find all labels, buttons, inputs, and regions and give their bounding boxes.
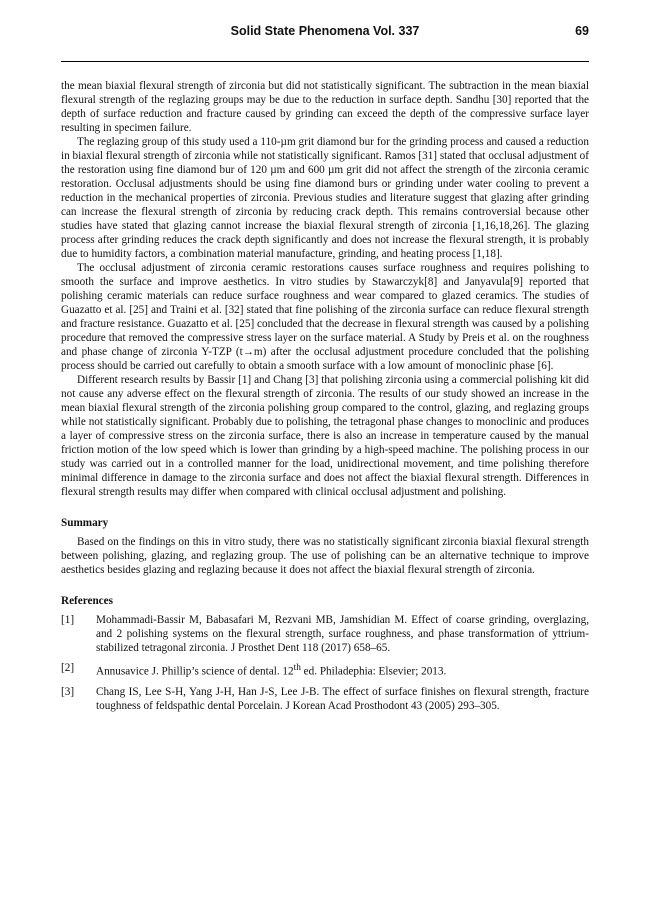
summary-heading: Summary xyxy=(61,517,109,529)
running-header xyxy=(61,24,589,42)
article-body xyxy=(61,79,589,719)
paragraph-continuation: the mean biaxial flexural strength of zirconia but did not statistically significant. The subtraction in the mean biaxial flexural strength of the reglazing groups may be due to the reduction in surface depth. Sandhu [30] reported that the depth of surface reduction and fracture caused by grinding can exceed the depth of the compressive surface layer resulting in specimen failure. xyxy=(61,80,589,134)
paragraph-reglazing: The reglazing group of this study used a 110-µm grit diamond bur for the grinding process and caused a reduction in biaxial flexural strength of zirconia while not statistically significant. Ramos [31] stated that occlusal adjustment of the restoration using fine diamond bur of 120 µm and 600 µm grit did not affect the strength of the zirconia ceramic restoration. Occlusal adjustments should be using fine diamond burs or grinding under water cooling to prevent a reduction in the mechanical properties of zirconia. Previous studies and literature suggest that glazing after grinding can increase the flexural strength of zirconia by reducing crack depth. This remains controversial because other studies have stated that glazing cannot increase the biaxial flexural strength of zirconia [1,16,18,26]. The glazing process after grinding reduces the crack depth significantly and does not increase the flexural strength, it is probably due to humidity factors, a combination material manufacture, grinding, and heating process [1,18]. xyxy=(61,136,589,260)
reference-list xyxy=(61,613,589,713)
reference-text-part: Annusavice J. Phillip’s science of dental. 12 xyxy=(96,665,294,678)
reference-item xyxy=(61,613,589,655)
page-number: 69 xyxy=(575,24,589,38)
reference-text: Mohammadi-Bassir M, Babasafari M, Rezvani MB, Jamshidian M. Effect of coarse grinding, overglazing, and 2 polishing systems on the flexural strength, surface roughness, and phase transformation of yttrium-stabilized tetragonal zirconia. J Prosthet Dent 118 (2017) 658–65. xyxy=(96,614,589,654)
reference-text-part: ed. Philadephia: Elsevier; 2013. xyxy=(300,665,447,678)
reference-number: [3] xyxy=(61,685,75,698)
reference-text xyxy=(96,661,589,679)
paragraph-occlusal-adjustment: The occlusal adjustment of zirconia ceramic restorations causes surface roughness and requires polishing to smooth the surface and improve aesthetics. In vitro studies by Stawarczyk[8] and Janyavula[9] reported that polishing ceramic materials can reduce surface roughness and wear compared to glazed ceramics. The studies of Guazatto et al. [25] and Traini et al. [32] stated that fine polishing of the zirconia surface can reduce flexural strength and fracture resistance. Guazatto et al. [25] concluded that the decrease in flexural strength was caused by a polishing procedure that removed the compressive stress layer on the surface material. A Study by Preis et al. on the roughness and phase change of zirconia Y-TZP (t→m) after the occlusal adjustment procedure concluded that the polishing process should be carried out carefully to obtain a smooth surface with a low amount of monoclinic phase [6]. xyxy=(61,262,589,372)
reference-number: [2] xyxy=(61,662,75,674)
reference-superscript: th xyxy=(293,663,301,673)
journal-title: Solid State Phenomena Vol. 337 xyxy=(230,24,420,38)
reference-item xyxy=(61,685,589,713)
reference-text: Chang IS, Lee S-H, Yang J-H, Han J-S, Lee J-B. The effect of surface finishes on flexural strength, fracture toughness of feldspathic dental Porcelain. J Korean Acad Prosthodont 43 (2005) 293–305. xyxy=(96,685,589,712)
reference-item xyxy=(61,661,589,679)
references-heading: References xyxy=(61,595,113,607)
summary-text: Based on the findings on this in vitro study, there was no statistically significant zirconia biaxial flexural strength between polishing, glazing, and reglazing group. The use of polishing can be an alternative technique to improve aesthetics besides glazing and reglazing because it does not affect the biaxial flexural strength of zirconia. xyxy=(61,536,589,576)
header-rule xyxy=(61,61,589,62)
reference-number: [1] xyxy=(61,614,75,626)
paragraph-polishing-results: Different research results by Bassir [1] and Chang [3] that polishing zirconia using a commercial polishing kit did not cause any adverse effect on the flexural strength of zirconia. The results of our study showed an increase in the mean biaxial flexural strength of the zirconia polishing group compared to the control, glazing, and reglazing groups while not statistically significant. Probably due to polishing, the tetragonal phase changes to monoclinic and produces a layer of compressive stress on the zirconia surface, there is also an increase in temperature caused by the manual friction motion of the low speed which is lower than grinding by a high-speed machine. The polishing process in our study was carried out in a controlled manner for the load, unidirectional movement, and time polishing therefore minimal difference in damage to the zirconia surface and does not affect the biaxial flexural strength. Differences in flexural strength results may differ when compared with clinical occlusal adjustment and polishing. xyxy=(61,374,589,498)
